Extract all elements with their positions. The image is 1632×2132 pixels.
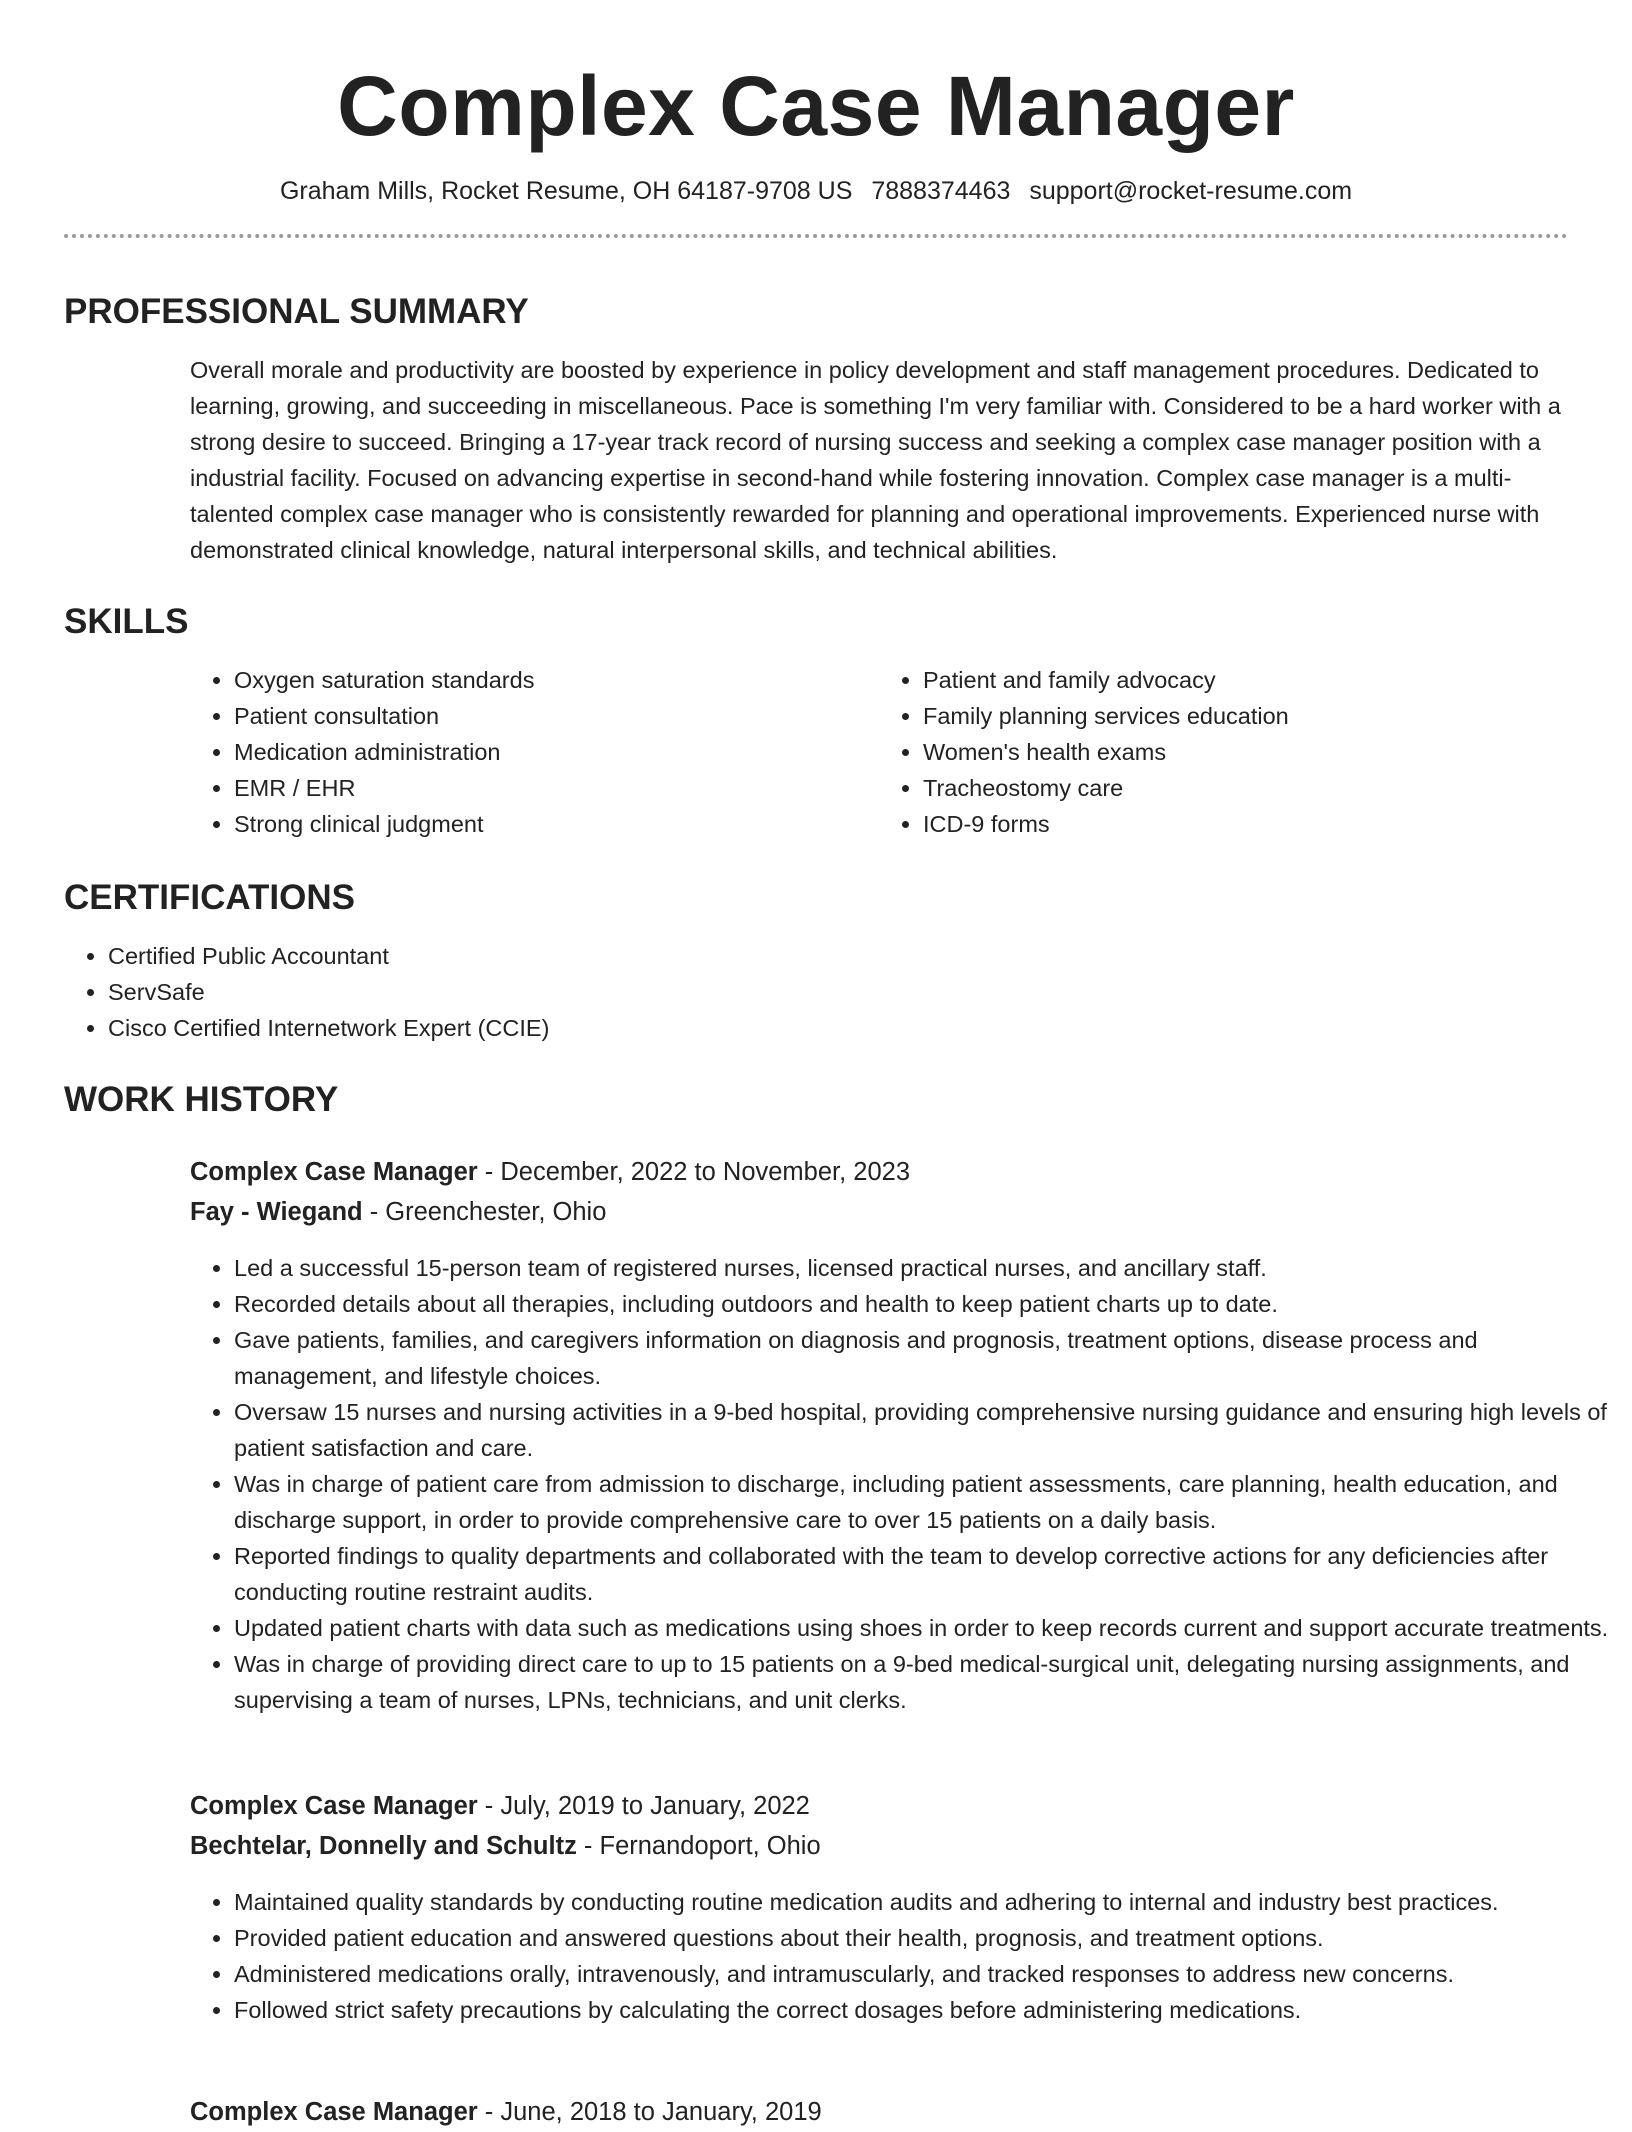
job-entry [190, 1786, 1632, 2028]
list-item: • Patient consultation [234, 698, 879, 734]
skills-list-left [190, 662, 879, 842]
job-role: Complex Case Manager [190, 1158, 478, 1186]
job-company-line [190, 1826, 1632, 1866]
summary-text: Overall morale and productivity are boosted by experience in policy development and staff management procedures. Dedicated to learning, growing, and succeeding in miscellaneous. Pace is something I'm very familiar with. Considered to be a hard worker with a strong desire to succeed. Bringing a 17-year track record of nursing success and seeking a complex case manager position with a industrial facility. Focused on advancing expertise in second-hand while fostering innovation. Complex case manager is a multi-talented complex case manager who is consistently rewarded for planning and operational improvements. Experienced nurse with demonstrated clinical knowledge, natural interpersonal skills, and technical abilities. [190, 357, 1561, 563]
list-item: • ICD-9 forms [923, 806, 1568, 842]
job-entry [190, 2092, 1632, 2132]
list-item: • Cisco Certified Internetwork Expert (CCIE) [108, 1010, 1568, 1046]
work-section [64, 1078, 1568, 1122]
summary-section [64, 290, 1568, 568]
list-item: • Women's health exams [923, 734, 1568, 770]
job-location: - Greenchester, Ohio [362, 1198, 607, 1226]
certifications-section [64, 876, 1568, 1046]
list-item: • Updated patient charts with data such as medications using shoes in order to keep records current and support accurate treatments. [234, 1610, 1614, 1646]
job-company: Fay - Wiegand [190, 1198, 363, 1226]
list-item: • Gave patients, families, and caregivers information on diagnosis and prognosis, treatment options, disease process and management, and lifestyle choices. [234, 1322, 1614, 1394]
list-item: • Was in charge of providing direct care to up to 15 patients on a 9-bed medical-surgical unit, delegating nursing assignments, and supervising a team of nurses, LPNs, technicians, and unit clerks. [234, 1646, 1614, 1718]
job-company: Bechtelar, Donnelly and Schultz [190, 1832, 577, 1860]
job-role-line [190, 2092, 1632, 2132]
certifications-list [64, 938, 1568, 1046]
list-item: • Was in charge of patient care from admission to discharge, including patient assessments, care planning, health education, and discharge support, in order to provide comprehensive care to over 15 patients on a daily basis. [234, 1466, 1614, 1538]
list-item: • Oversaw 15 nurses and nursing activities in a 9-bed hospital, providing comprehensive nursing guidance and ensuring high levels of patient satisfaction and care. [234, 1394, 1614, 1466]
resume-page [64, 0, 1609, 2126]
skills-columns [190, 644, 1568, 842]
job-entry [190, 1152, 1632, 1718]
job-role-line [190, 1786, 1632, 1826]
certifications-title: CERTIFICATIONS [64, 878, 356, 917]
work-title: WORK HISTORY [64, 1080, 339, 1119]
contact-line [64, 174, 1568, 208]
job-location: - Fernandoport, Ohio [576, 1832, 821, 1860]
list-item: • Family planning services education [923, 698, 1568, 734]
list-item: • Led a successful 15-person team of registered nurses, licensed practical nurses, and ancillary staff. [234, 1250, 1614, 1286]
page-title: Complex Case Manager [337, 59, 1295, 153]
list-item: • Followed strict safety precautions by calculating the correct dosages before administering medications. [234, 1992, 1614, 2028]
list-item: • Administered medications orally, intravenously, and intramuscularly, and tracked responses to address new concerns. [234, 1956, 1614, 1992]
job-dates: - July, 2019 to January, 2022 [477, 1792, 810, 1820]
list-item: • Recorded details about all therapies, including outdoors and health to keep patient charts up to date. [234, 1286, 1614, 1322]
list-item: • EMR / EHR [234, 770, 879, 806]
contact-phone: 7888374463 [871, 177, 1011, 205]
list-item: • Certified Public Accountant [108, 938, 1568, 974]
list-item: • Maintained quality standards by conducting routine medication audits and adhering to internal and industry best practices. [234, 1884, 1614, 1920]
skills-list-right [879, 662, 1568, 842]
contact-email: support@rocket-resume.com [1029, 177, 1353, 205]
job-role: Complex Case Manager [190, 1792, 478, 1820]
list-item: • Provided patient education and answered questions about their health, prognosis, and treatment options. [234, 1920, 1614, 1956]
job-role: Complex Case Manager [190, 2098, 478, 2126]
list-item: • Medication administration [234, 734, 879, 770]
list-item: • Oxygen saturation standards [234, 662, 879, 698]
contact-address: Graham Mills, Rocket Resume, OH 64187-9708 US [279, 177, 853, 205]
list-item: • Tracheostomy care [923, 770, 1568, 806]
skills-section [64, 600, 1568, 842]
list-item: • Strong clinical judgment [234, 806, 879, 842]
list-item: • Patient and family advocacy [923, 662, 1568, 698]
list-item: • Reported findings to quality departments and collaborated with the team to develop corrective actions for any deficiencies after conducting routine restraint audits. [234, 1538, 1614, 1610]
job-company-line [190, 1192, 1632, 1232]
job-dates: - June, 2018 to January, 2019 [477, 2098, 822, 2126]
job-bullets [190, 1250, 1614, 1718]
skills-title: SKILLS [64, 602, 189, 641]
summary-title: PROFESSIONAL SUMMARY [64, 292, 529, 331]
job-dates: - December, 2022 to November, 2023 [477, 1158, 911, 1186]
list-item: • ServSafe [108, 974, 1568, 1010]
job-role-line [190, 1152, 1632, 1192]
header-divider [64, 234, 1568, 238]
job-bullets [190, 1884, 1614, 2028]
